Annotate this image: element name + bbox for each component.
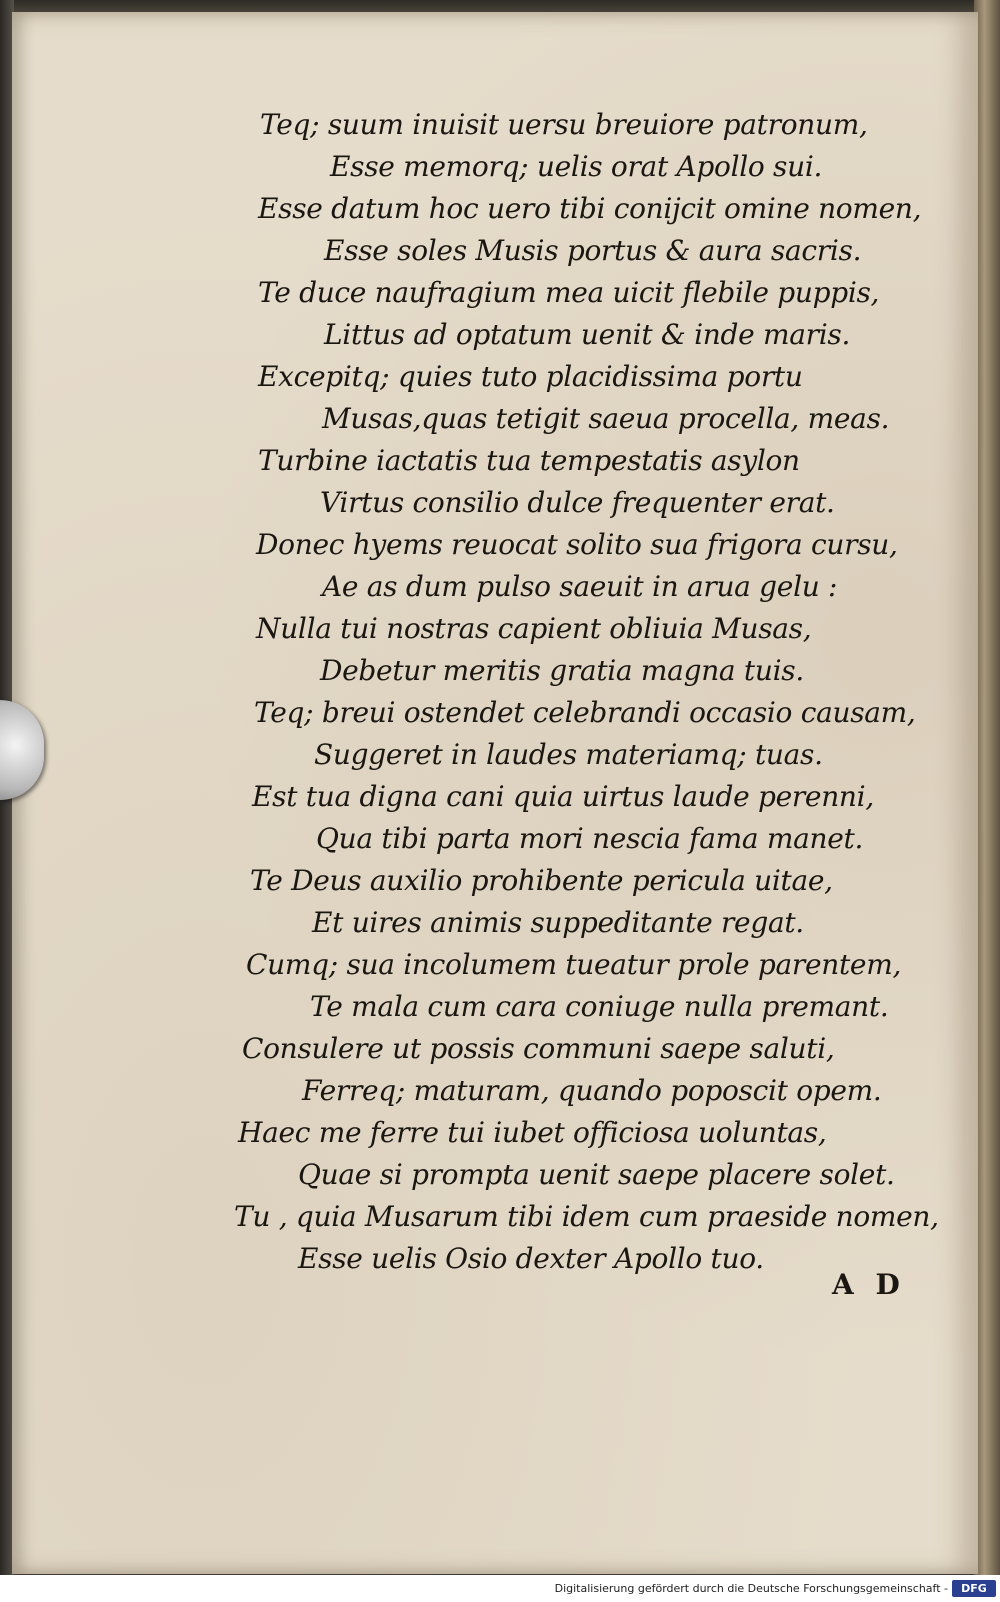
digitization-footer: [0, 1575, 1000, 1602]
verse-line: Esse memorq; uelis orat Apollo sui.: [330, 150, 823, 183]
verse-line: Ae as dum pulso saeuit in arua gelu :: [322, 570, 838, 603]
verse-line: Debetur meritis gratia magna tuis.: [320, 654, 804, 687]
verse-line: Excepitq; quies tuto placidissima portu: [258, 360, 803, 393]
verse-line: Ferreq; maturam, quando poposcit opem.: [302, 1074, 882, 1107]
verse-line: Esse uelis Osio dexter Apollo tuo.: [298, 1242, 764, 1275]
verse-line: Quae si prompta uenit saepe placere solet.: [298, 1158, 895, 1191]
verse-line: Musas,quas tetigit saeua procella, meas.: [322, 402, 890, 435]
verse-line: Esse soles Musis portus & aura sacris.: [324, 234, 862, 267]
book-page: [12, 12, 978, 1574]
verse-line: Nulla tui nostras capient obliuia Musas,: [256, 612, 812, 645]
footer-credit: Digitalisierung gefördert durch die Deutsche Forschungsgemeinschaft -: [554, 1582, 948, 1595]
verse-line: Teq; suum inuisit uersu breuiore patronum,: [260, 108, 868, 141]
verse-line: Te duce naufragium mea uicit flebile puppis,: [258, 276, 880, 309]
verse-line: Est tua digna cani quia uirtus laude perenni,: [252, 780, 874, 813]
verse-line: Suggeret in laudes materiamq; tuas.: [314, 738, 823, 771]
dfg-logo-icon: DFG: [952, 1580, 996, 1597]
verse-line: Donec hyems reuocat solito sua frigora cursu,: [256, 528, 898, 561]
verse-block: [12, 12, 978, 1312]
verse-line: Littus ad optatum uenit & inde maris.: [324, 318, 851, 351]
verse-line: Esse datum hoc uero tibi conijcit omine nomen,: [258, 192, 922, 225]
verse-line: Consulere ut possis communi saepe saluti,: [242, 1032, 835, 1065]
catchword: A D: [832, 1268, 906, 1301]
verse-line: Haec me ferre tui iubet officiosa uoluntas,: [238, 1116, 827, 1149]
verse-line: Turbine iactatis tua tempestatis asylon: [258, 444, 800, 477]
verse-line: Et uires animis suppeditante regat.: [312, 906, 804, 939]
verse-line: Virtus consilio dulce frequenter erat.: [320, 486, 835, 519]
verse-line: Te Deus auxilio prohibente pericula uitae,: [250, 864, 833, 897]
verse-line: Te mala cum cara coniuge nulla premant.: [310, 990, 889, 1023]
verse-line: Cumq; sua incolumem tueatur prole parentem,: [246, 948, 902, 981]
verse-line: Teq; breui ostendet celebrandi occasio causam,: [254, 696, 916, 729]
verse-line: Qua tibi parta mori nescia fama manet.: [316, 822, 864, 855]
verse-line: Tu , quia Musarum tibi idem cum praeside nomen,: [234, 1200, 939, 1233]
